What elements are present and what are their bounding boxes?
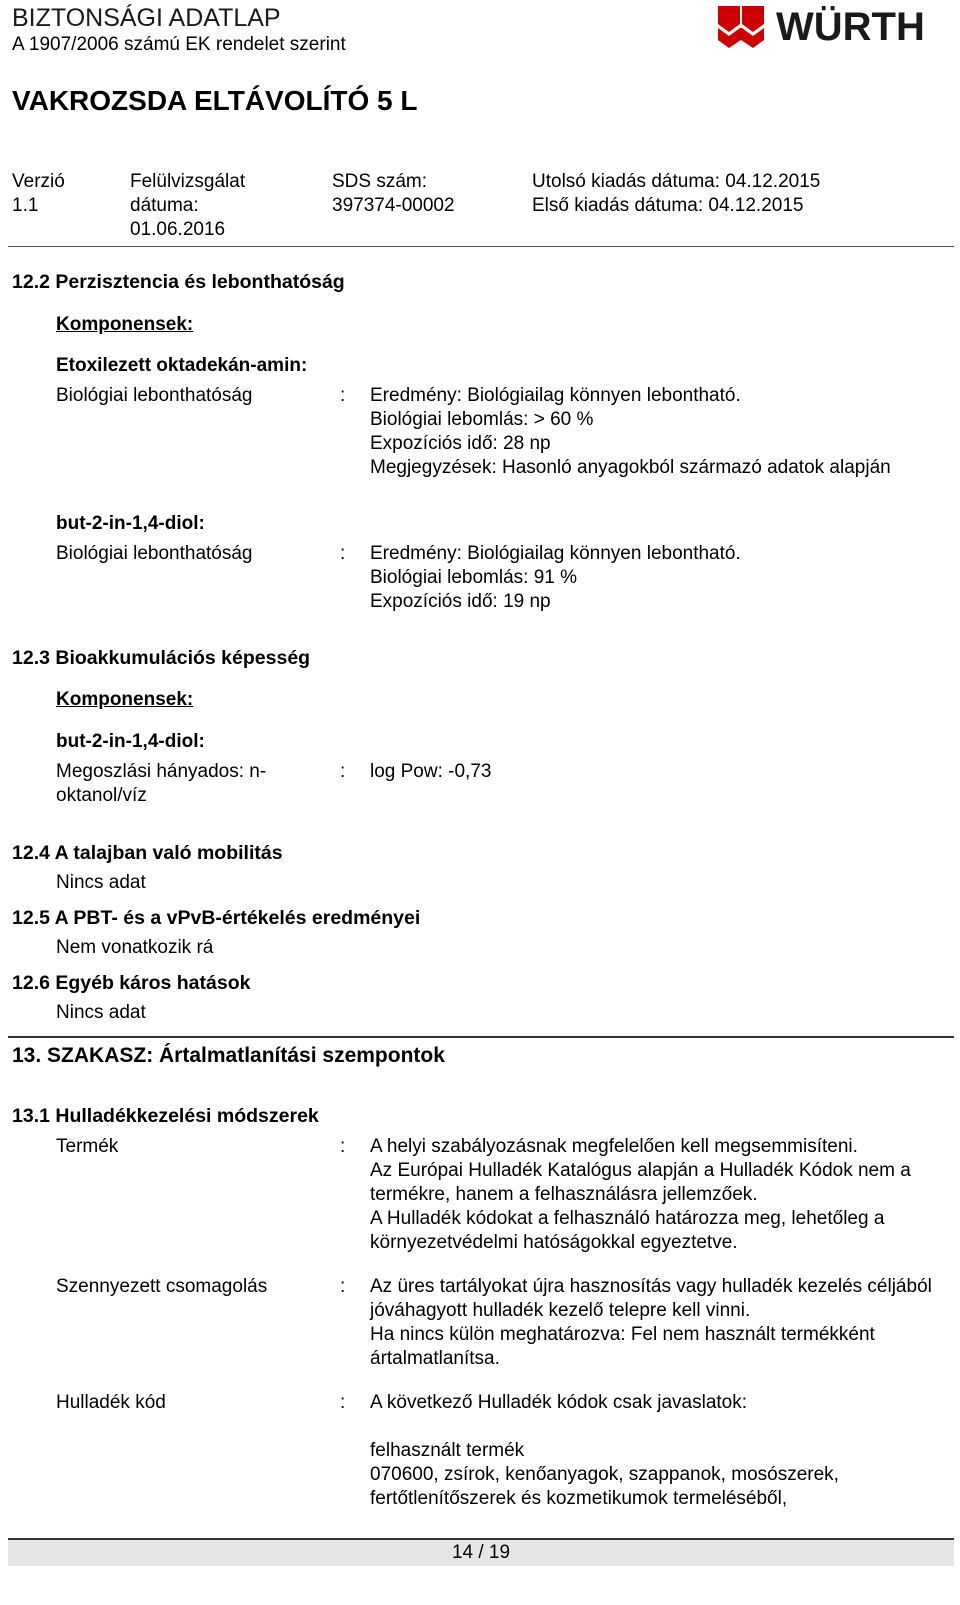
value-line: A következő Hulladék kódok csak javaslatok: bbox=[370, 1392, 748, 1413]
value-line: Eredmény: Biológiailag könnyen lebontható. bbox=[370, 543, 741, 564]
component-name: but-2-in-1,4-diol: bbox=[56, 731, 205, 752]
value-line: Biológiai lebomlás: 91 % bbox=[370, 567, 578, 588]
value-line: Az Európai Hulladék Katalógus alapján a Hulladék Kódok nem a termékre, hanem a felhasználásra jellemzőek. bbox=[370, 1160, 911, 1205]
last-issue-date: Utolsó kiadás dátuma: 04.12.2015 bbox=[532, 171, 821, 192]
section-12-4-heading: 12.4 A talajban való mobilitás bbox=[12, 842, 283, 864]
section-13-1-heading: 13.1 Hulladékkezelési módszerek bbox=[12, 1105, 319, 1127]
value-line: Biológiai lebomlás: > 60 % bbox=[370, 409, 594, 430]
component-name: Etoxilezett oktadekán-amin: bbox=[56, 355, 308, 376]
value-line: Eredmény: Biológiailag könnyen lebontható. bbox=[370, 385, 741, 406]
separator-colon: : bbox=[340, 1136, 346, 1157]
revision-label: Felülvizsgálat dátuma: bbox=[130, 171, 246, 216]
section-divider bbox=[8, 1036, 954, 1038]
separator-colon: : bbox=[340, 1276, 346, 1297]
property-label: Termék bbox=[56, 1136, 119, 1157]
sds-value: 397374-00002 bbox=[332, 195, 455, 216]
value-line: felhasznált termék bbox=[370, 1440, 525, 1461]
wurth-logo bbox=[714, 2, 944, 50]
regulation-text: A 1907/2006 számú EK rendelet szerint bbox=[12, 34, 346, 55]
component-name: but-2-in-1,4-diol: bbox=[56, 513, 205, 534]
property-value: log Pow: -0,73 bbox=[370, 761, 492, 782]
header-divider bbox=[8, 246, 954, 247]
value-line: Expozíciós idő: 28 np bbox=[370, 433, 551, 454]
value-line: Az üres tartályokat újra hasznosítás vagy hulladék kezelés céljából jóváhagyott hulladék kezelő telepre kell vinni. bbox=[370, 1276, 932, 1321]
property-value bbox=[370, 1391, 940, 1511]
section-text: Nincs adat bbox=[56, 1002, 146, 1023]
separator-colon: : bbox=[340, 1392, 346, 1413]
revision-block bbox=[130, 170, 300, 242]
sds-label: SDS szám: bbox=[332, 171, 428, 192]
document-title: BIZTONSÁGI ADATLAP bbox=[12, 4, 281, 32]
page-footer bbox=[8, 1538, 954, 1566]
issue-block bbox=[532, 170, 952, 218]
revision-value: 01.06.2016 bbox=[130, 219, 226, 240]
section-12-5-heading: 12.5 A PBT- és a vPvB-értékelés eredményei bbox=[12, 907, 421, 929]
property-label: Biológiai lebonthatóság bbox=[56, 385, 253, 406]
property-value bbox=[370, 542, 940, 614]
sds-block bbox=[332, 170, 512, 218]
version-label: Verzió bbox=[12, 171, 65, 192]
property-value bbox=[370, 1275, 940, 1371]
value-line: A helyi szabályozásnak megfelelően kell megsemmisíteni. bbox=[370, 1136, 858, 1157]
logo-text: WÜRTH bbox=[776, 5, 925, 49]
property-label: Biológiai lebonthatóság bbox=[56, 543, 253, 564]
section-12-3-heading: 12.3 Bioakkumulációs képesség bbox=[12, 647, 311, 669]
section-12-6-heading: 12.6 Egyéb káros hatások bbox=[12, 972, 251, 994]
first-issue-date: Első kiadás dátuma: 04.12.2015 bbox=[532, 195, 804, 216]
section-12-2-heading: 12.2 Perzisztencia és lebonthatóság bbox=[12, 271, 345, 293]
property-label: Megoszlási hányados: n-oktanol/víz bbox=[56, 761, 267, 806]
value-line: A Hulladék kódokat a felhasználó határozza meg, lehetőleg a környezetvédelmi hatóságokkal egyeztetve. bbox=[370, 1208, 885, 1253]
components-label: Komponensek: bbox=[56, 689, 194, 710]
section-text: Nincs adat bbox=[56, 872, 146, 893]
value-line: Expozíciós idő: 19 np bbox=[370, 591, 551, 612]
separator-colon: : bbox=[340, 385, 346, 406]
property-value bbox=[370, 384, 940, 480]
section-text: Nem vonatkozik rá bbox=[56, 937, 214, 958]
version-value: 1.1 bbox=[12, 195, 39, 216]
product-name: VAKROZSDA ELTÁVOLÍTÓ 5 L bbox=[12, 85, 418, 116]
page-number: 14 / 19 bbox=[451, 1542, 511, 1563]
components-label: Komponensek: bbox=[56, 314, 194, 335]
separator-colon: : bbox=[340, 761, 346, 782]
value-line: Megjegyzések: Hasonló anyagokból származó adatok alapján bbox=[370, 457, 891, 478]
separator-colon: : bbox=[340, 543, 346, 564]
version-block bbox=[12, 170, 112, 218]
property-label: Szennyezett csomagolás bbox=[56, 1276, 268, 1297]
property-label: Hulladék kód bbox=[56, 1392, 166, 1413]
value-line: Ha nincs külön meghatározva: Fel nem használt termékként ártalmatlanítsa. bbox=[370, 1324, 875, 1369]
property-value bbox=[370, 1135, 940, 1255]
section-13-heading: 13. SZAKASZ: Ártalmatlanítási szempontok bbox=[12, 1044, 445, 1067]
value-line: 070600, zsírok, kenőanyagok, szappanok, mosószerek, fertőtlenítőszerek és kozmetikumok termeléséből, bbox=[370, 1464, 839, 1509]
